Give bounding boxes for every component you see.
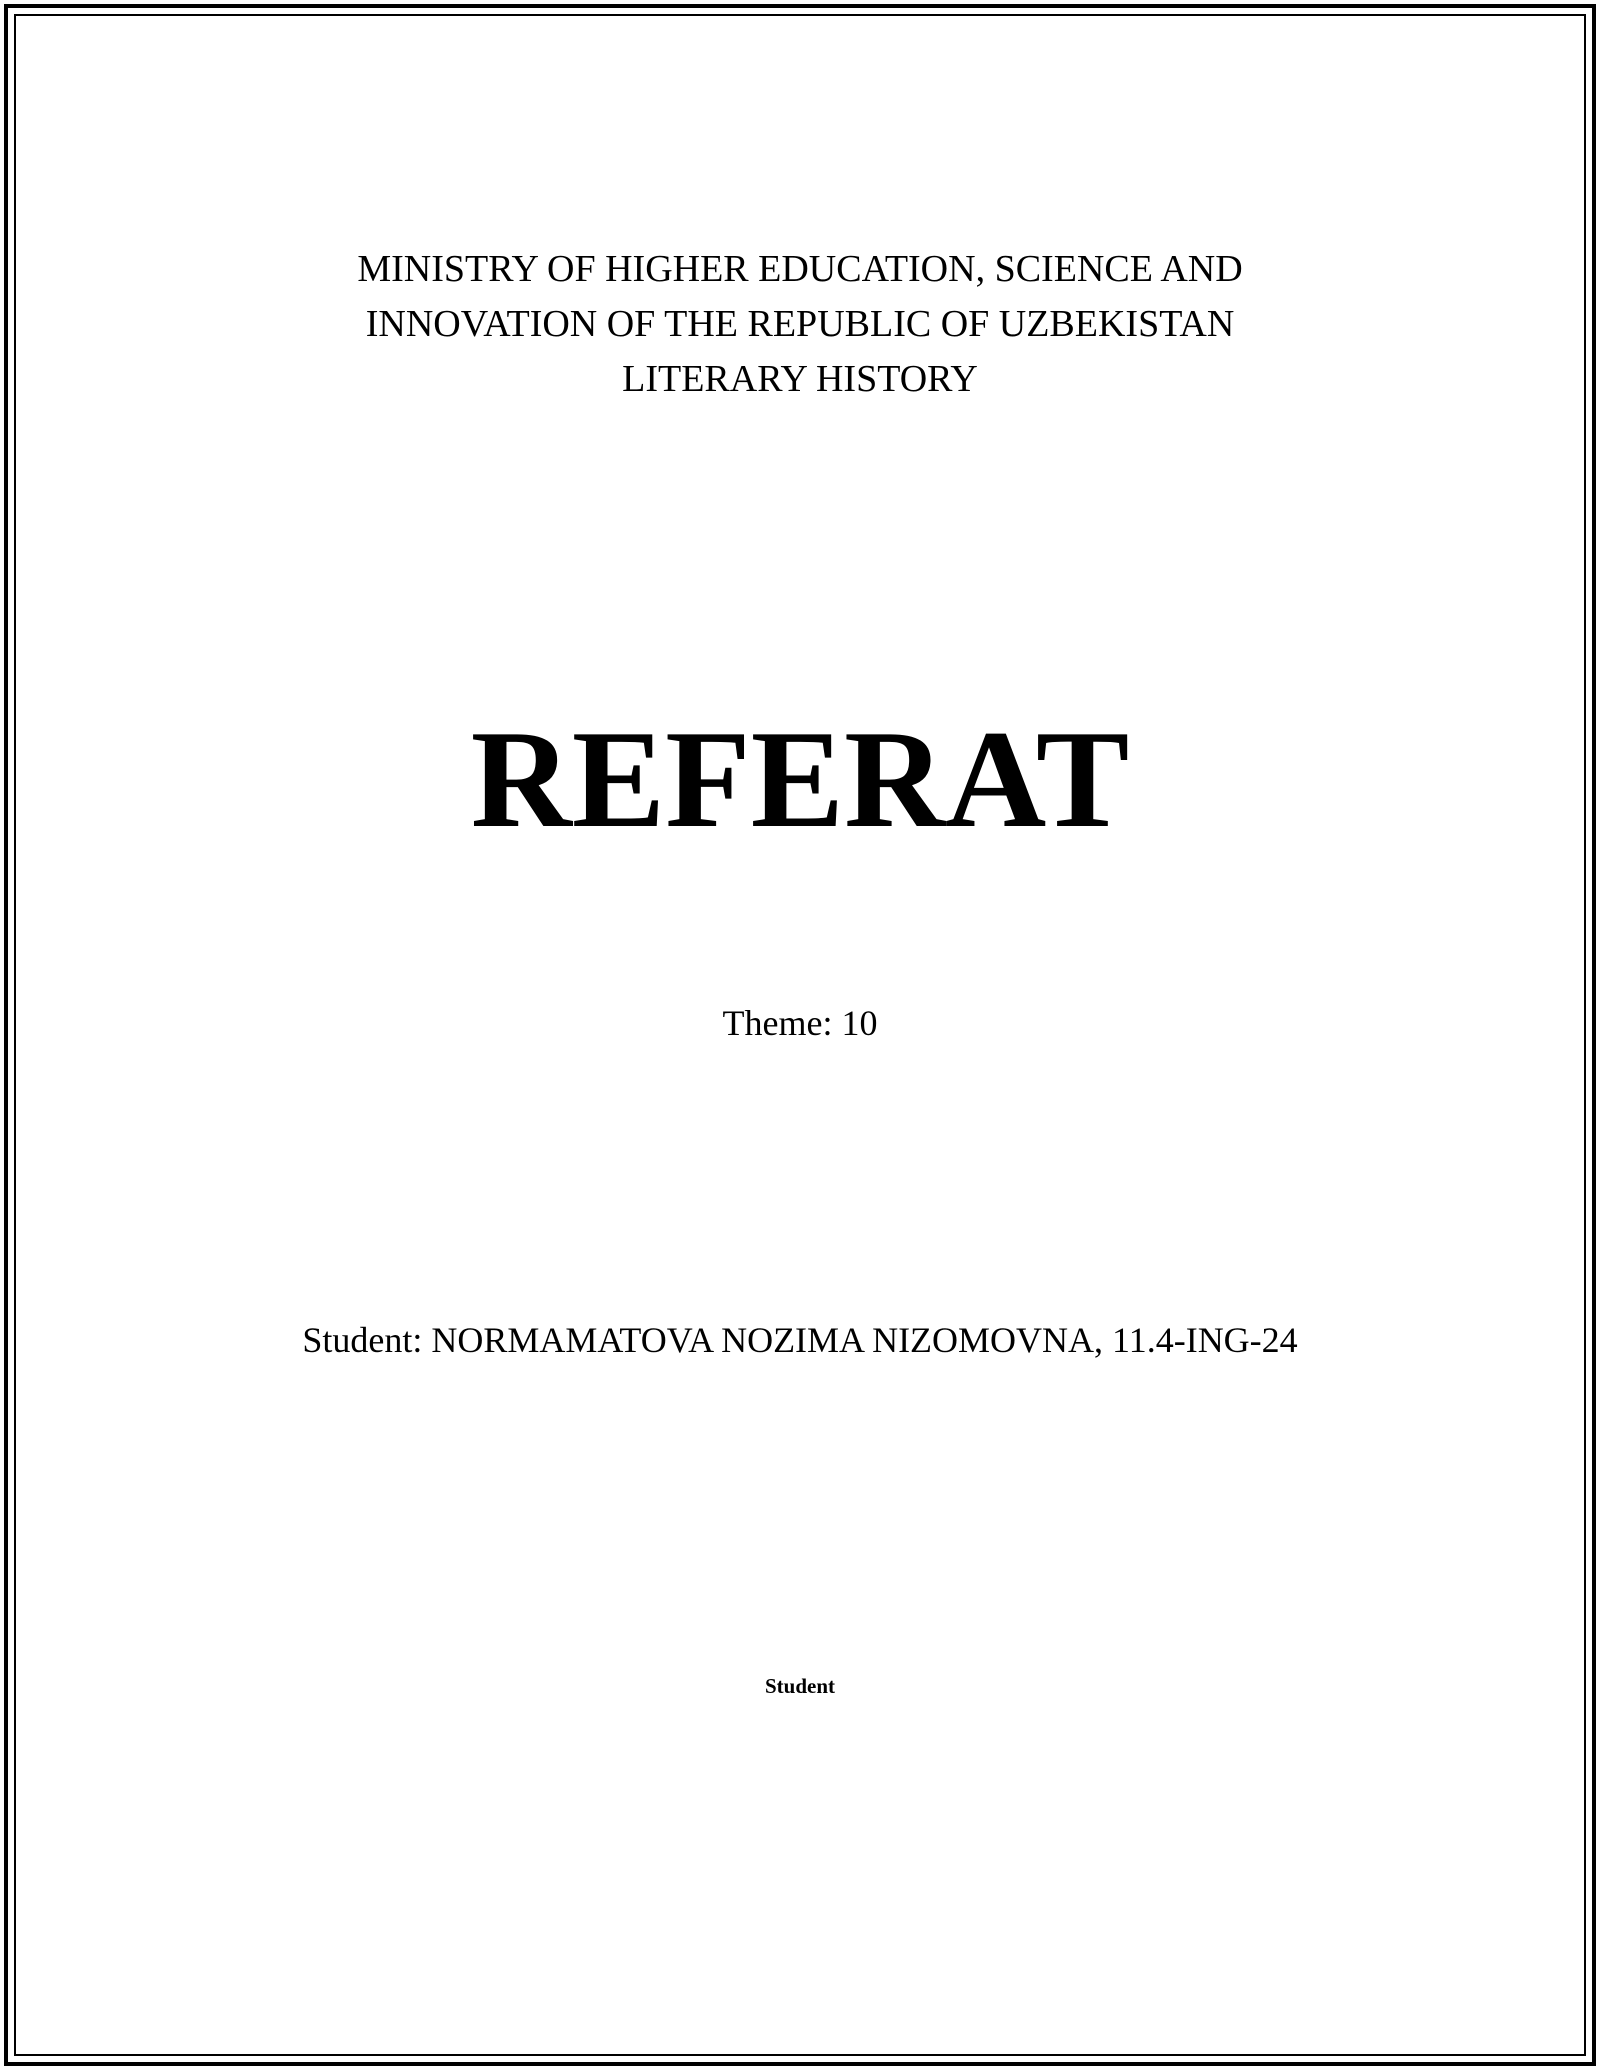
- ministry-line-1: MINISTRY OF HIGHER EDUCATION, SCIENCE AND: [357, 248, 1243, 290]
- document-title: REFERAT: [470, 702, 1130, 857]
- footer-student-label: Student: [764, 1674, 836, 1698]
- subject-line: LITERARY HISTORY: [622, 358, 978, 400]
- ministry-line-2: INNOVATION OF THE REPUBLIC OF UZBEKISTAN: [365, 303, 1235, 345]
- student-info-line: Student: NORMAMATOVA NOZIMA NIZOMOVNA, 11.4-ING-24: [302, 1320, 1298, 1360]
- theme-line: Theme: 10: [722, 1003, 878, 1043]
